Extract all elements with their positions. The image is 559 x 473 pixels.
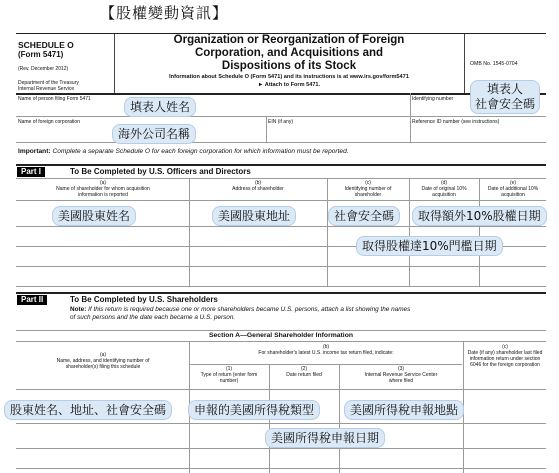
department-line2: Internal Revenue Service [18, 86, 75, 92]
part1-col-e-label: Date of additional 10% acquisition [487, 186, 539, 198]
part2-note-line1: If this return is required because one or more shareholders became U.S. persons, attach a list showing the names [88, 306, 411, 313]
header-right-divider [464, 34, 465, 93]
rule-top [16, 33, 546, 34]
schedule-label: SCHEDULE O [18, 40, 74, 50]
part1-col-b-label: Address of shareholder [232, 186, 284, 192]
part1-vline2 [327, 178, 328, 286]
annotation-filer-ssn-line2: 社會安全碼 [475, 97, 536, 111]
part2-col-b-head [190, 344, 462, 356]
part1-col-d-label: Date of original 10% acquisition [421, 186, 467, 198]
form-title-line1: Organization or Reorganization of Foreign [173, 34, 405, 46]
form-ref: (Form 5471) [18, 50, 64, 59]
annotation-filer-ssn [470, 80, 540, 114]
part1-col-a-label: Name of shareholder for whom acquisition information is reported [56, 186, 150, 198]
part2-col-a-letter: (a) [99, 352, 107, 358]
part2-note-line2: of such persons and the date each became a U.S. person. [70, 314, 236, 321]
rule-part2-top [16, 292, 546, 294]
part2-note-label: Note: [70, 306, 87, 313]
part2-row1-bottom [16, 423, 546, 424]
part1-col-a-head [18, 180, 188, 198]
part2-sub1-head [190, 366, 268, 384]
annotation-p2-return-type: 申報的美國所得稅類型 [188, 400, 320, 420]
rule-part1-title-bottom [16, 178, 546, 179]
part2-sub3-num: (3) [397, 366, 405, 372]
omb-number: OMB No. 1545-0704 [470, 61, 518, 67]
part1-header-bottom [16, 200, 546, 201]
part1-col-a-letter: (a) [99, 180, 107, 186]
ein-label: EIN (if any) [268, 119, 294, 125]
part2-col-b-letter: (b) [322, 344, 330, 350]
part1-row4-bottom [16, 286, 546, 287]
part1-col-d-letter: (d) [440, 180, 448, 186]
foreign-corp-label: Name of foreign corporation [18, 119, 80, 125]
rule-header-bottom [16, 93, 546, 95]
part2-col-b-label: For shareholder's latest U.S. income tax return filed, indicate: [258, 350, 394, 356]
annotation-reach-10: 取得股權達10%門檻日期 [356, 236, 503, 256]
filer-divider [410, 93, 411, 116]
part2-row3-bottom [16, 468, 546, 469]
annotation-foreign-corp: 海外公司名稱 [112, 124, 196, 144]
part2-sub2-head [270, 366, 338, 378]
attach-line: ► Attach to Form 5471. [257, 82, 321, 88]
important-notice [18, 148, 349, 156]
part1-col-d-head [410, 180, 478, 198]
part1-col-c-label: Identifying number of shareholder [344, 186, 392, 198]
part1-col-c-letter: (c) [365, 180, 371, 186]
corp-divider1 [266, 116, 267, 142]
filer-name-label: Name of person filing Form 5471 [18, 96, 91, 102]
part2-vline3 [339, 364, 340, 473]
rule-foreign-bottom [16, 142, 546, 143]
annotation-shareholder-address: 美國股東地址 [212, 206, 296, 226]
part2-col-c-head [464, 344, 546, 368]
part1-col-b-head [190, 180, 326, 192]
part2-row2-bottom [16, 448, 546, 449]
annotation-p2-return-place: 美國所得稅申報地點 [344, 400, 464, 420]
rule-filer-bottom [16, 116, 546, 117]
part1-col-b-letter: (b) [254, 180, 262, 186]
part1-col-c-head [328, 180, 408, 198]
part2-col-c-letter: (c) [502, 344, 508, 350]
part2-sub3-label: Internal Revenue Service Center where filed [364, 372, 438, 384]
part2-sub1-num: (1) [225, 366, 233, 372]
part2-note [70, 306, 548, 322]
part1-row1-bottom [16, 226, 546, 227]
header-left-divider [114, 34, 115, 93]
rule-part1-top [16, 164, 546, 166]
corp-divider2 [410, 116, 411, 142]
rule-part2-b-split [190, 364, 462, 365]
part1-vline1 [189, 178, 190, 286]
part2-title: To Be Completed by U.S. Shareholders [70, 295, 218, 304]
part2-sub2-label: Date return filed [286, 372, 322, 378]
part2-col-c-label: Date (if any) shareholder last filed information return under section 6046 for the foreign corporation [467, 350, 543, 368]
part2-col-a-label: Name, address, and identifying number of shareholder(s) filing this schedule [56, 358, 150, 370]
annotation-p2-return-date: 美國所得稅申報日期 [265, 428, 385, 448]
part1-row3-bottom [16, 266, 546, 267]
part2-sub2-num: (2) [300, 366, 308, 372]
part2-sub3-head [340, 366, 462, 384]
annotation-ssn: 社會安全碼 [328, 206, 400, 226]
revision-date: (Rev. December 2012) [18, 66, 69, 72]
rule-part2-note-bottom [16, 330, 546, 331]
identifying-number-label: Identifying number [412, 96, 454, 102]
annotation-shareholder-name: 美國股東姓名 [52, 206, 136, 226]
part1-vline4 [479, 178, 480, 286]
part1-col-e-letter: (e) [509, 180, 517, 186]
info-line: Information about Schedule O (Form 5471) and its instructions is at www.irs.gov/form5471 [169, 74, 409, 80]
annotation-extra-10: 取得額外10%股權日期 [412, 206, 547, 226]
important-label: Important: [18, 148, 51, 155]
part2-col-a-head [18, 352, 188, 370]
part2-sub1-label: Type of return (enter form number) [200, 372, 258, 384]
part1-vline3 [409, 178, 410, 286]
part1-tag: Part I [17, 167, 45, 177]
form-title-line2: Corporation, and Acquisitions and [194, 47, 384, 59]
form-title-line3: Dispositions of its Stock [221, 60, 357, 72]
rule-section-a-bottom [16, 341, 546, 342]
banner-title: 【股權變動資訊】 [100, 4, 229, 22]
important-text: Complete a separate Schedule O for each foreign corporation for which information must be reported. [52, 148, 349, 155]
part2-header-bottom [16, 389, 546, 390]
department-line1: Department of the Treasury [18, 80, 79, 86]
annotation-filer-name: 填表人姓名 [124, 97, 196, 117]
annotation-p2-name-addr-ssn: 股東姓名、地址、社會安全碼 [4, 400, 172, 420]
section-a-title: Section A—General Shareholder Information [208, 332, 354, 339]
part2-tag: Part II [17, 295, 47, 305]
reference-id-label: Reference ID number (see instructions) [412, 119, 500, 125]
annotation-filer-ssn-line1: 填表人 [487, 82, 524, 96]
part1-title: To Be Completed by U.S. Officers and Directors [70, 167, 251, 176]
part1-col-e-head [480, 180, 546, 198]
